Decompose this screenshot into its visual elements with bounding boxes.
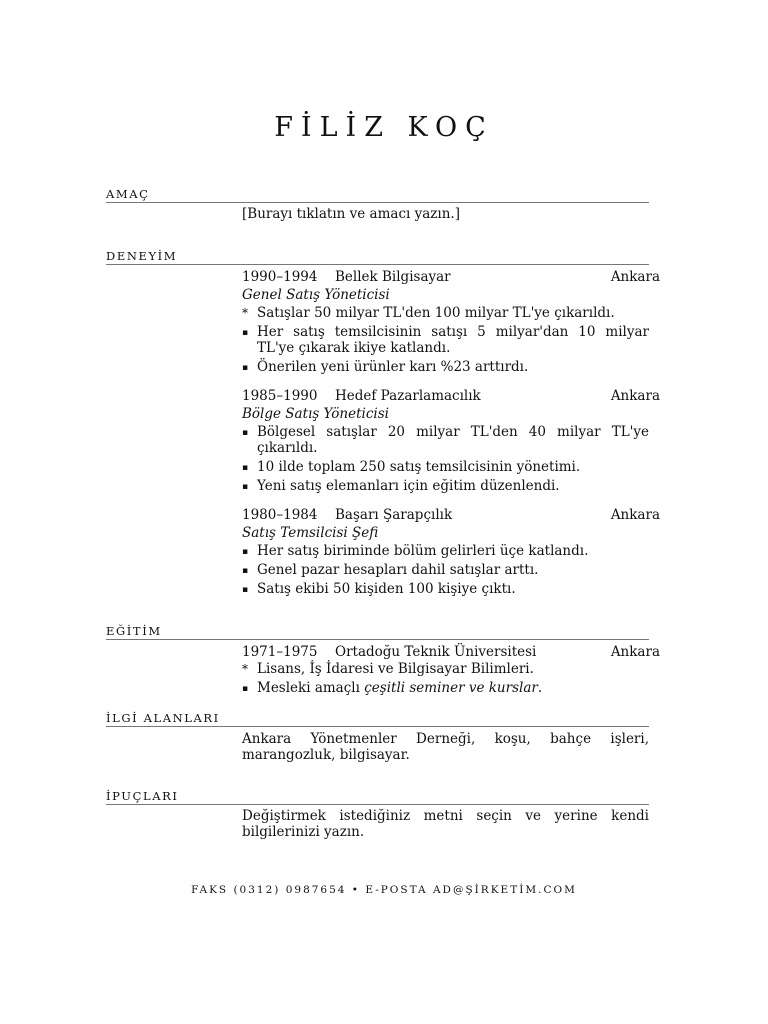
footer-contact: FAKS (0312) 0987654 • E-POSTA AD@ŞİRKETİM.COM (191, 884, 577, 896)
job-entry (242, 268, 660, 375)
bullet-text: Yeni satış elemanları için eğitim düzenlendi. (257, 478, 560, 494)
section-interests (106, 711, 649, 763)
square-bullet-icon: ▪ (242, 482, 249, 492)
section-education (106, 624, 660, 699)
job-role: Genel Satış Yöneticisi (242, 287, 390, 303)
resume-name: FİLİZ KOÇ (274, 112, 494, 143)
square-bullet-icon: ▪ (242, 684, 249, 694)
square-bullet-icon: ▪ (242, 585, 249, 595)
job-company: Bellek Bilgisayar (335, 269, 451, 285)
list-item (242, 424, 649, 456)
job-location: Ankara (610, 388, 660, 404)
list-item (242, 324, 649, 356)
interests-text: Ankara Yönetmenler Derneği, koşu, bahçe işleri, marangozluk, bilgisayar. (242, 731, 649, 763)
square-bullet-icon: ▪ (242, 428, 249, 438)
bullet-text: Genel pazar hesapları dahil satışlar arttı. (257, 562, 539, 578)
section-title-interests: İLGİ ALANLARI (106, 711, 649, 727)
education-location: Ankara (610, 644, 660, 660)
job-role: Satış Temsilcisi Şefi (242, 525, 379, 541)
square-bullet-icon: ▪ (242, 547, 249, 557)
list-item (242, 562, 649, 578)
square-bullet-icon: ▪ (242, 566, 249, 576)
tips-text: Değiştirmek istediğiniz metni seçin ve yerine kendi bilgilerinizi yazın. (242, 808, 649, 840)
job-years: 1980–1984 (242, 507, 318, 523)
list-item (242, 359, 649, 375)
education-school: Ortadoğu Teknik Üniversitesi (335, 644, 537, 660)
list-item (242, 661, 649, 677)
job-company: Hedef Pazarlamacılık (335, 388, 481, 404)
bullet-text: Mesleki amaçlı (257, 680, 365, 696)
bullet-text: Önerilen yeni ürünler karı %23 arttırdı. (257, 359, 529, 375)
section-title-objective: AMAÇ (106, 187, 649, 203)
job-location: Ankara (610, 507, 660, 523)
list-item (242, 459, 649, 475)
bullet-text: Satış ekibi 50 kişiden 100 kişiye çıktı. (257, 581, 516, 597)
job-entry (242, 387, 660, 494)
job-location: Ankara (610, 269, 660, 285)
list-item (242, 305, 649, 321)
section-experience (106, 249, 660, 600)
section-tips (106, 789, 649, 840)
bullet-text: Bölgesel satışlar 20 milyar TL'den 40 milyar TL'ye çıkarıldı. (257, 424, 649, 456)
job-company: Başarı Şarapçılık (335, 507, 453, 523)
section-title-education: EĞİTİM (106, 624, 649, 640)
square-bullet-icon: ▪ (242, 363, 249, 373)
bullet-text: 10 ilde toplam 250 satış temsilcisinin yönetimi. (257, 459, 581, 475)
bullet-text: Her satış biriminde bölüm gelirleri üçe katlandı. (257, 543, 589, 559)
asterisk-bullet-icon: * (242, 306, 248, 320)
square-bullet-icon: ▪ (242, 328, 249, 338)
job-years: 1990–1994 (242, 269, 318, 285)
education-years: 1971–1975 (242, 644, 318, 660)
list-item (242, 680, 649, 696)
bullet-text: Her satış temsilcisinin satışı 5 milyar'dan 10 milyar TL'ye çıkarak ikiye katlandı. (257, 324, 649, 356)
bullet-text-italic: çeşitli seminer ve kurslar (364, 680, 538, 696)
job-years: 1985–1990 (242, 388, 318, 404)
section-title-experience: DENEYİM (106, 249, 649, 265)
job-entry (242, 506, 660, 597)
list-item (242, 543, 649, 559)
square-bullet-icon: ▪ (242, 463, 249, 473)
bullet-text: Satışlar 50 milyar TL'den 100 milyar TL'ye çıkarıldı. (257, 305, 615, 321)
asterisk-bullet-icon: * (242, 662, 248, 676)
bullet-text: Lisans, İş İdaresi ve Bilgisayar Bilimleri. (257, 661, 534, 677)
list-item (242, 478, 649, 494)
list-item (242, 581, 649, 597)
objective-text[interactable]: [Burayı tıklatın ve amacı yazın.] (242, 206, 460, 222)
section-title-tips: İPUÇLARI (106, 789, 649, 805)
job-role: Bölge Satış Yöneticisi (242, 406, 389, 422)
section-objective (106, 187, 649, 222)
bullet-text-end: . (537, 680, 543, 696)
